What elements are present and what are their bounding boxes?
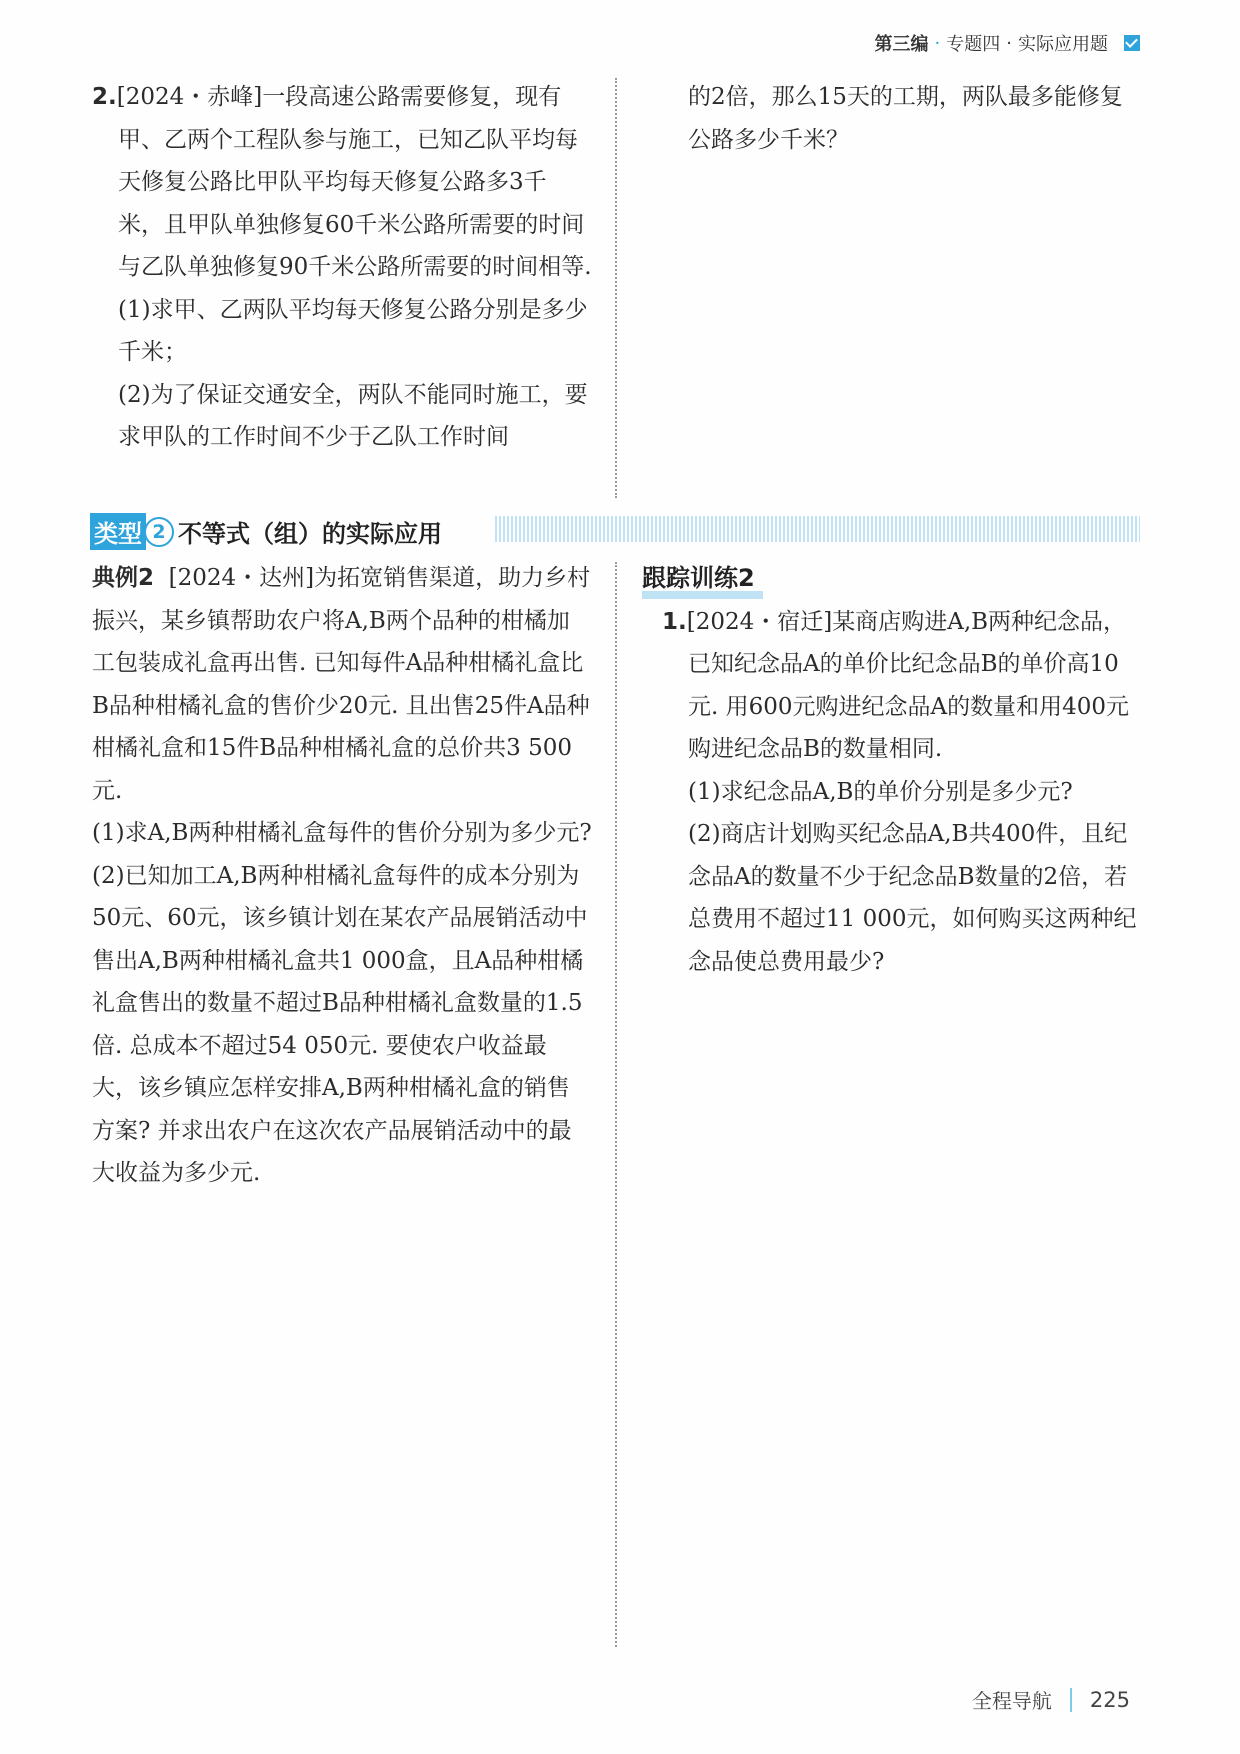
section-title [90, 513, 442, 550]
page-header [875, 30, 1140, 56]
tracking-q1-part-1: (1)求纪念品A,B的单价分别是多少元? [688, 778, 1073, 805]
question-2-part-1: (1)求甲、乙两队平均每天修复公路分别是多少千米； [118, 296, 588, 365]
example-2-stem [92, 557, 592, 812]
example-2-label: 典例2 [92, 565, 155, 591]
header-topic: 专题四 [946, 34, 1001, 55]
tracking-q1-part-2: (2)商店计划购买纪念品A,B共400件，且纪念品A的数量不少于纪念品B数量的2倍，若总费用不超过11 000元，如何购买这两种纪念品使总费用最少? [688, 821, 1137, 975]
question-2-continuation [662, 76, 1142, 161]
header-title: 实际应用题 [1018, 34, 1108, 55]
page-number: 225 [1089, 1687, 1130, 1712]
tracking-q1-stem [662, 601, 1142, 771]
header-dot-1: · [934, 32, 941, 54]
example-2-block [92, 557, 592, 1195]
column-divider-top [615, 78, 617, 498]
section-type-number: 2 [144, 517, 174, 547]
tracking-title-line [642, 557, 1142, 601]
footer-brand: 全程导航 [971, 1689, 1052, 1713]
question-2-part-2: (2)为了保证交通安全，两队不能同时施工，要求甲队的工作时间不少于乙队工作时间 [118, 381, 588, 450]
question-2-number: 2. [92, 84, 117, 110]
tracking-q1-number: 1. [662, 608, 687, 635]
question-2-stem [92, 76, 592, 289]
column-divider-bottom [615, 562, 617, 1647]
checkbox-icon [1124, 35, 1140, 51]
page-footer [972, 1685, 1130, 1714]
section-band [90, 513, 1140, 547]
example-2-part-1: (1)求A,B两种柑橘礼盒每件的售价分别为多少元? [92, 820, 592, 846]
tracking-title: 跟踪训练2 [642, 557, 763, 600]
example-2-text: [2024・达州]为拓宽销售渠道，助力乡村振兴，某乡镇帮助农户将A,B两个品种的柑橘加工包装成礼盒再出售. 已知每件A品种柑橘礼盒比B品种柑橘礼盒的售价少20元. 且出售25件A品种柑橘礼盒和15件B品种柑橘礼盒的总价共3 500元. [92, 565, 591, 804]
section-title-text: 不等式（组）的实际应用 [178, 520, 442, 548]
tracking-q1-text: [2024・宿迁]某商店购进A,B两种纪念品，已知纪念品A的单价比纪念品B的单价高10元. 用600元购进纪念品A的数量和用400元购进纪念品B的数量相同. [686, 608, 1130, 762]
question-2-block [92, 76, 592, 459]
header-dot-2: · [1006, 32, 1012, 54]
footer-separator [1070, 1688, 1072, 1712]
header-part: 第三编 [874, 34, 929, 55]
question-2-text: [2024・赤峰]一段高速公路需要修复，现有甲、乙两个工程队参与施工，已知乙队平均每天修复公路比甲队平均每天修复公路多3千米，且甲队单独修复60千米公路所需要的时间与乙队单独修复90千米公路所需要的时间相等. [116, 84, 592, 280]
example-2-part-2: (2)已知加工A,B两种柑橘礼盒每件的成本分别为50元、60元，该乡镇计划在某农产品展销活动中售出A,B两种柑橘礼盒共1 000盒，且A品种柑橘礼盒售出的数量不超过B品种柑橘礼盒数量的1.5倍. 总成本不超过54 050元. 要使农户收益最大，该乡镇应怎样安排A,B两种柑橘礼盒的销售方案? 并求出农户在这次农产品展销活动中的最大收益为多少元. [92, 862, 588, 1186]
question-2-part-2-cont: 的2倍，那么15天的工期，两队最多能修复公路多少千米？ [688, 84, 1123, 153]
tracking-question-1 [642, 601, 1142, 984]
tracking-2-block [642, 557, 1142, 983]
section-band-stripes [495, 516, 1140, 542]
section-type-tag: 类型 [90, 513, 146, 550]
